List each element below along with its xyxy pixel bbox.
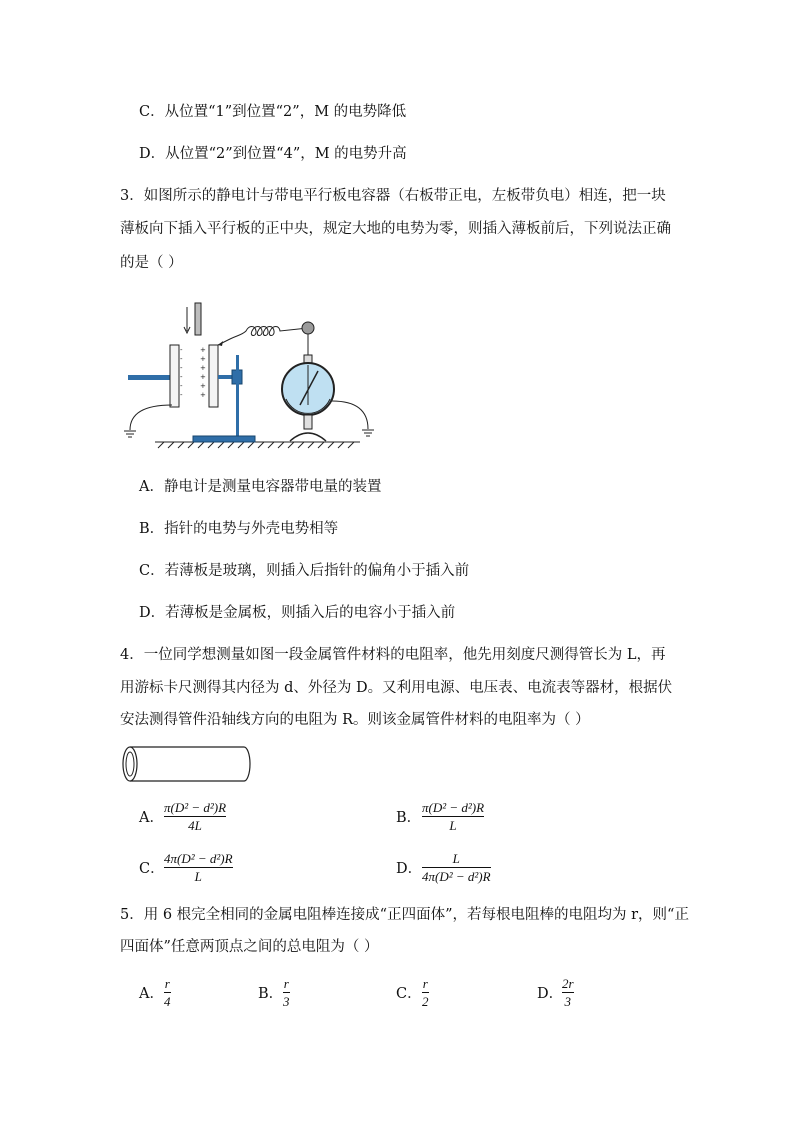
electrometer-knob — [302, 322, 314, 334]
q3-stem-line-2: 薄板向下插入平行板的正中央，规定大地的电势为零，则插入薄板前后，下列说法正确 — [120, 221, 671, 237]
svg-text:+: + — [200, 355, 206, 363]
fraction-bar — [422, 867, 491, 868]
q5-option-c-label: C． — [396, 986, 422, 1002]
q4-stem-line-2: 用游标卡尺测得其内径为 d、外径为 D。又利用电源、电压表、电流表等器材，根据伏 — [120, 680, 673, 696]
svg-text:+: + — [200, 373, 206, 381]
q3-option-d: D．若薄板是金属板，则插入后的电容小于插入前 — [139, 605, 456, 621]
denominator: 4π(D² − d²)R — [422, 869, 491, 884]
q4-stem-line-3: 安法测得管件沿轴线方向的电阻为 R。则该金属管件材料的电阻率为（ ） — [120, 712, 590, 728]
ground-symbol-left — [124, 431, 136, 437]
q3-stem-line-1: 3．如图所示的静电计与带电平行板电容器（右板带正电，左板带负电）相连，把一块 — [120, 188, 666, 204]
q4-option-d-fraction — [422, 851, 491, 884]
q4-option-a-fraction — [164, 800, 226, 833]
numerator: π(D² − d²)R — [164, 800, 227, 815]
denominator: L — [449, 818, 457, 833]
numerator: 2r — [562, 976, 574, 991]
numerator: π(D² − d²)R — [422, 800, 485, 815]
numerator: r — [164, 976, 170, 991]
stand-base — [193, 436, 255, 442]
q5-stem-line-1: 5．用 6 根完全相同的金属电阻棒连接成“正四面体”，若每根电阻棒的电阻均为 r，则“正 — [120, 907, 689, 923]
fraction-bar — [562, 992, 574, 993]
q4-stem-line-1: 4．一位同学想测量如图一段金属管件材料的电阻率，他先用刻度尺测得管长为 L，再 — [120, 647, 666, 663]
svg-text:+: + — [200, 346, 206, 354]
svg-text:-: - — [180, 355, 183, 363]
q2-option-c: C．从位置“1”到位置“2”，M 的电势降低 — [139, 104, 407, 120]
plus-signs — [200, 346, 206, 399]
numerator: r — [283, 976, 289, 991]
q3-option-b: B．指针的电势与外壳电势相等 — [139, 521, 339, 537]
svg-text:-: - — [180, 382, 183, 390]
svg-text:-: - — [180, 346, 183, 354]
numerator: L — [452, 851, 460, 866]
q5-option-d-label: D． — [537, 986, 564, 1002]
q3-electrometer-figure — [120, 295, 385, 455]
left-plate — [170, 345, 179, 407]
fraction-bar — [164, 816, 226, 817]
svg-text:-: - — [180, 391, 183, 399]
denominator: L — [194, 869, 202, 884]
q4-option-c-label: C． — [139, 861, 165, 877]
denominator: 4 — [164, 994, 171, 1009]
connecting-wire — [218, 327, 308, 346]
svg-text:+: + — [200, 364, 206, 372]
denominator: 3 — [283, 994, 290, 1009]
numerator: r — [422, 976, 428, 991]
q4-option-b-fraction — [422, 800, 484, 833]
ground-symbol-right — [362, 430, 374, 436]
svg-text:-: - — [180, 364, 183, 372]
q5-option-c-fraction — [422, 976, 429, 1009]
q4-option-c-fraction — [164, 851, 233, 884]
left-plate-rod — [128, 375, 172, 380]
q5-option-d-fraction — [562, 976, 574, 1009]
q4-option-b-label: B． — [396, 810, 422, 826]
fraction-bar — [422, 992, 429, 993]
q5-stem-line-2: 四面体”任意两顶点之间的总电阻为（ ） — [120, 939, 379, 955]
q4-option-a-label: A． — [139, 810, 164, 826]
q5-option-a-fraction — [164, 976, 171, 1009]
fraction-bar — [164, 867, 233, 868]
denominator: 4L — [188, 818, 202, 833]
denominator: 3 — [564, 994, 572, 1009]
q3-option-a: A．静电计是测量电容器带电量的装置 — [139, 479, 382, 495]
svg-text:+: + — [200, 391, 206, 399]
fraction-bar — [283, 992, 290, 993]
svg-text:+: + — [200, 382, 206, 390]
denominator: 2 — [422, 994, 429, 1009]
q2-option-d: D．从位置“2”到位置“4”，M 的电势升高 — [139, 146, 407, 162]
right-plate — [209, 345, 218, 407]
svg-text:-: - — [180, 373, 183, 381]
q4-option-d-label: D． — [396, 861, 423, 877]
fraction-bar — [164, 992, 171, 993]
q3-stem-line-3: 的是（ ） — [120, 255, 183, 271]
q5-option-b-label: B． — [258, 986, 284, 1002]
q4-metal-pipe-figure — [120, 745, 252, 783]
thin-plate — [195, 303, 201, 335]
q3-option-c: C．若薄板是玻璃，则插入后指针的偏角小于插入前 — [139, 563, 470, 579]
floor — [155, 442, 360, 448]
numerator: 4π(D² − d²)R — [164, 851, 233, 866]
minus-signs — [180, 346, 183, 399]
q5-option-a-label: A． — [139, 986, 164, 1002]
q5-option-b-fraction — [283, 976, 290, 1009]
fraction-bar — [422, 816, 484, 817]
